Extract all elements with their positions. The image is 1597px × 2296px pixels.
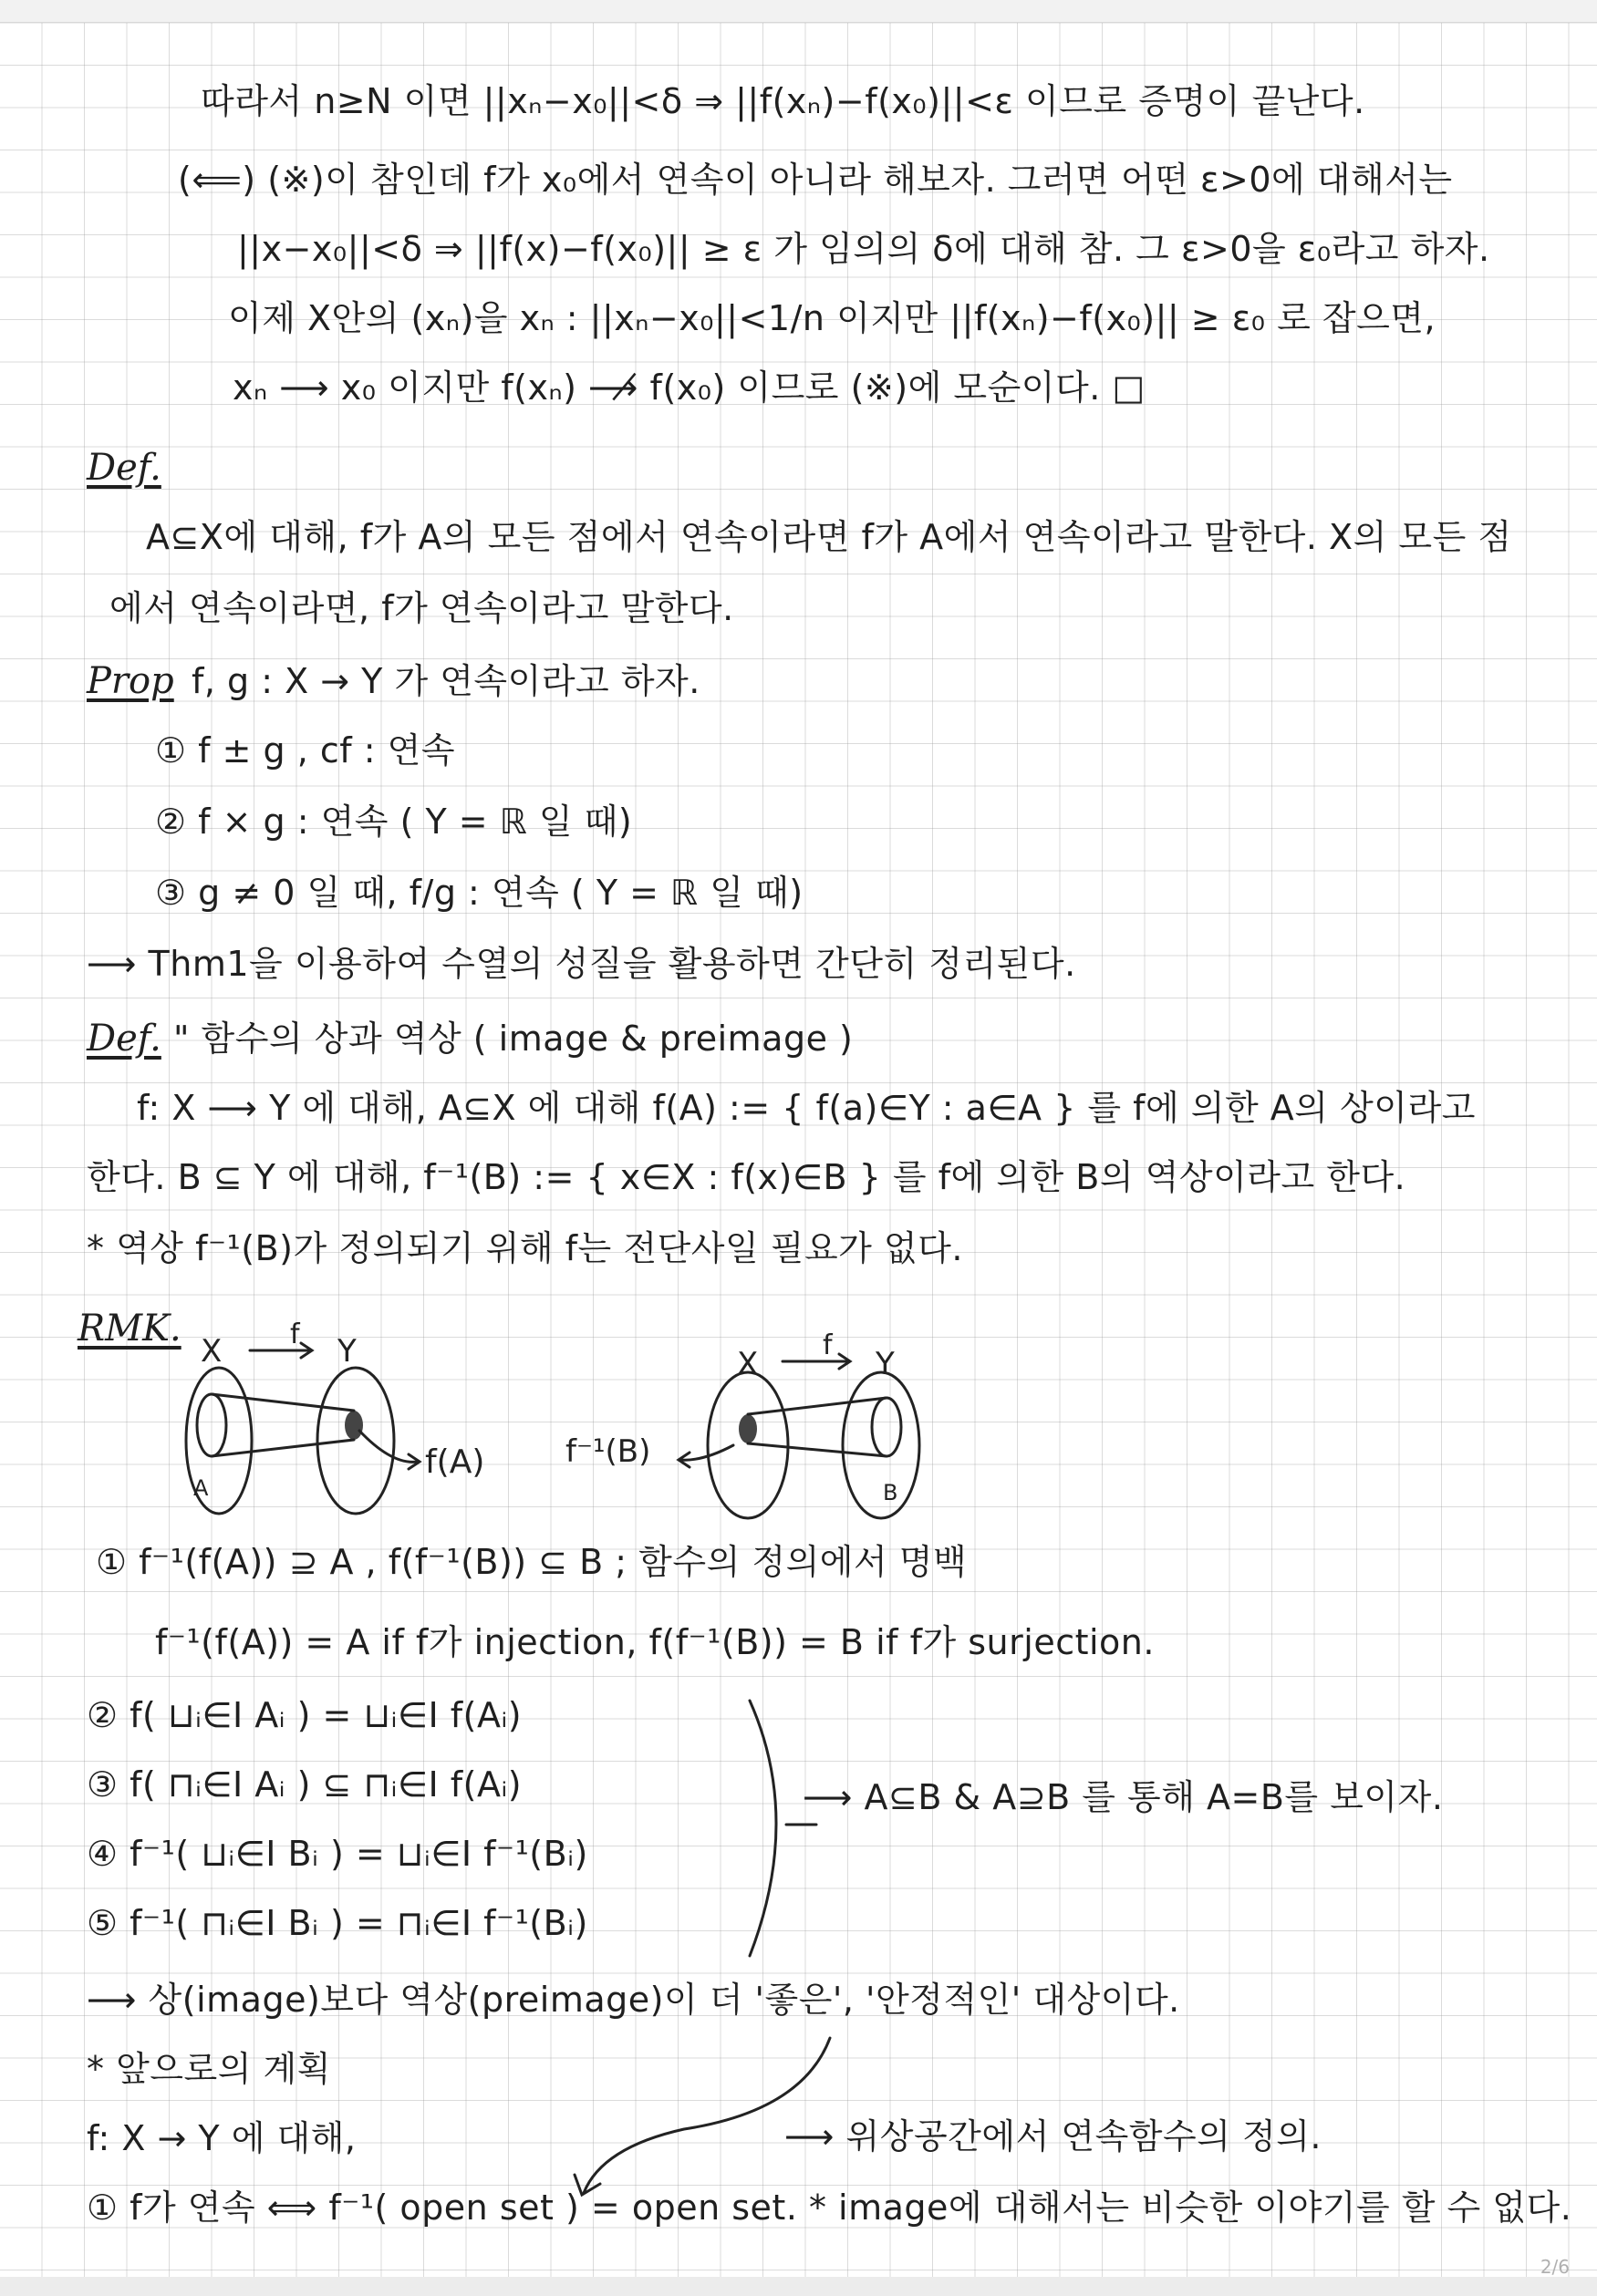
- rmk-item-3: ③ f( ⊓ᵢ∈I Aᵢ ) ⊆ ⊓ᵢ∈I f(Aᵢ): [87, 1764, 523, 1805]
- diagram-left-image-set: [345, 1411, 363, 1440]
- plan-item-1: ① f가 연속 ⟺ f⁻¹( open set ) = open set. * image에 대해서는 비슷한 이야기를 할 수 없다.: [87, 2187, 1572, 2228]
- heading-def-1: Def.: [87, 447, 161, 489]
- plan-arrow-curve: [584, 2038, 830, 2193]
- prop-item-1: ① f ± g , cf : 연속: [155, 730, 456, 771]
- note-page: [0, 22, 1597, 2277]
- text-line-10: f, g : X → Y 가 연속이라고 하자.: [192, 661, 700, 701]
- heading-prop: Prop: [87, 660, 174, 702]
- def-title: " 함수의 상과 역상 ( image & preimage ): [173, 1019, 854, 1059]
- text-line-2: (⟸) (※)이 참인데 f가 x₀에서 연속이 아니라 해보자. 그러면 어떤 ε>0에 대해서는: [178, 160, 1453, 200]
- diagram-left-codomain-label: Y: [337, 1333, 357, 1370]
- diagram-left-set-a: [197, 1394, 226, 1456]
- diagram-right-codomain-label: Y: [876, 1346, 895, 1382]
- heading-def-2: Def.: [87, 1018, 161, 1060]
- rmk-item-4: ④ f⁻¹( ⊔ᵢ∈I Bᵢ ) = ⊔ᵢ∈I f⁻¹(Bᵢ): [87, 1834, 588, 1874]
- text-line-5: xₙ ⟶ x₀ 이지만 f(xₙ) ⟶̸ f(x₀) 이므로 (※)에 모순이다. □: [233, 367, 1146, 408]
- plan-heading: * 앞으로의 계획: [87, 2049, 331, 2089]
- diagram-left-image-arrow: [359, 1431, 418, 1462]
- rmk-item-5: ⑤ f⁻¹( ⊓ᵢ∈I Bᵢ ) = ⊓ᵢ∈I f⁻¹(Bᵢ): [87, 1903, 588, 1943]
- diagram-left-domain-label: X: [201, 1333, 223, 1370]
- rmk-proof-note: ⟶ A⊆B & A⊇B 를 통해 A=B를 보이자.: [803, 1777, 1444, 1817]
- rmk-item-2: ② f( ⊔ᵢ∈I Aᵢ ) = ⊔ᵢ∈I f(Aᵢ): [87, 1695, 523, 1735]
- plan-note: ⟶ 위상공간에서 연속함수의 정의.: [784, 2116, 1322, 2156]
- heading-rmk: RMK.: [78, 1308, 181, 1350]
- diagram-right-preimage-set: [739, 1414, 757, 1443]
- diagram-right-map-label: f: [823, 1329, 833, 1361]
- text-line-27: ⟶ 상(image)보다 역상(preimage)이 더 '좋은', '안정적인' 대상이다.: [87, 1980, 1180, 2020]
- prop-item-3: ③ g ≠ 0 일 때, f/g : 연속 ( Y = ℝ 일 때): [155, 873, 804, 913]
- diagram-left-map-label: f: [290, 1319, 300, 1350]
- plan-arrow: [547, 2020, 857, 2211]
- text-line-18: 한다. B ⊆ Y 에 대해, f⁻¹(B) := { x∈X : f(x)∈B } 를 f에 의한 B의 역상이라고 한다.: [87, 1157, 1406, 1197]
- diagram-left-tube-top: [212, 1394, 354, 1411]
- page-indicator: 2/6: [1540, 2256, 1570, 2278]
- text-line-4: 이제 X안의 (xₙ)을 xₙ : ||xₙ−x₀||<1/n 이지만 ||f(xₙ)−f(x₀)|| ≥ ε₀ 로 잡으면,: [228, 298, 1436, 338]
- top-toolbar-strip: [0, 0, 1597, 22]
- text-line-19: * 역상 f⁻¹(B)가 정의되기 위해 f는 전단사일 필요가 없다.: [87, 1228, 963, 1268]
- rmk-brace: [730, 1691, 821, 1965]
- text-line-1: 따라서 n≥N 이면 ||xₙ−x₀||<δ ⇒ ||f(xₙ)−f(x₀)||<ε 이므로 증명이 끝난다.: [201, 81, 1365, 121]
- rmk-brace-curve: [750, 1701, 776, 1956]
- text-line-17: f: X ⟶ Y 에 대해, A⊆X 에 대해 f(A) := { f(a)∈Y : a∈A } 를 f에 의한 A의 상이라고: [137, 1088, 1476, 1128]
- text-line-7: A⊆X에 대해, f가 A의 모든 점에서 연속이라면 f가 A에서 연속이라고 말한다. X의 모든 점: [146, 517, 1512, 557]
- diagram-left-tube-bottom: [212, 1440, 354, 1456]
- diagram-left-set-label: A: [193, 1475, 209, 1501]
- text-line-3: ||x−x₀||<δ ⇒ ||f(x)−f(x₀)|| ≥ ε 가 임의의 δ에 대해 참. 그 ε>0을 ε₀라고 하자.: [237, 229, 1490, 269]
- text-line-29: f: X → Y 에 대해,: [87, 2118, 357, 2158]
- image-preimage-diagram: [173, 1308, 994, 1527]
- diagram-right-tube-top: [748, 1398, 887, 1414]
- rmk-item-1: ① f⁻¹(f(A)) ⊇ A , f(f⁻¹(B)) ⊆ B ; 함수의 정의에서 명백: [96, 1542, 968, 1582]
- diagram-left-image-label: f(A): [425, 1443, 485, 1481]
- diagram-right-domain-label: X: [737, 1346, 759, 1382]
- diagram-right-preimage-label: f⁻¹(B): [565, 1433, 651, 1470]
- diagram-right-set-b: [872, 1398, 901, 1456]
- diagram-right-set-label: B: [883, 1480, 898, 1505]
- diagram-right-tube-bottom: [748, 1443, 887, 1456]
- diagram-right-codomain-set: [843, 1372, 919, 1518]
- diagram-left-codomain-set: [317, 1368, 394, 1514]
- prop-item-2: ② f × g : 연속 ( Y = ℝ 일 때): [155, 802, 633, 842]
- text-line-14: ⟶ Thm1을 이용하여 수열의 성질을 활용하면 간단히 정리된다.: [87, 944, 1076, 984]
- text-line-8: 에서 연속이라면, f가 연속이라고 말한다.: [109, 588, 734, 628]
- rmk-item-1-cont: f⁻¹(f(A)) = A if f가 injection, f(f⁻¹(B)) = B if f가 surjection.: [155, 1622, 1155, 1662]
